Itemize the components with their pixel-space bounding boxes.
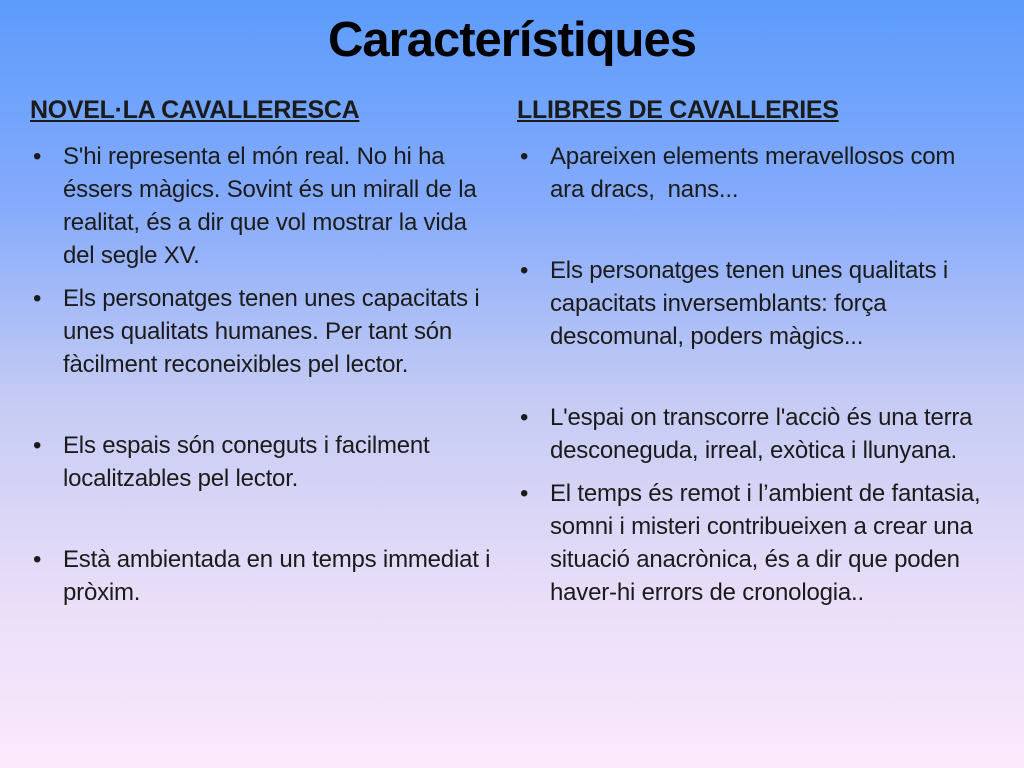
bullet-dot: • [520, 480, 529, 507]
bullet-item [30, 429, 492, 495]
bullet-dot: • [33, 546, 42, 573]
bullet-item [517, 401, 994, 467]
left-bullet-list [30, 140, 497, 609]
bullet-item [517, 477, 994, 609]
bullet-text: El temps és remot i l’ambient de fantasia, somni i misteri contribueixen a crear una situació anacrònica, és a dir que poden haver-hi errors de cronologia.. [550, 480, 987, 606]
bullet-dot: • [520, 143, 529, 170]
bullet-text: Els espais són coneguts i facilment localitzables pel lector. [63, 432, 436, 492]
bullet-text: S'hi representa el món real. No hi ha éssers màgics. Sovint és un mirall de la realitat, és a dir que vol mostrar la vida del segle XV. [63, 143, 483, 269]
right-bullet-list [517, 140, 994, 609]
bullet-dot: • [520, 404, 529, 431]
bullet-dot: • [33, 143, 42, 170]
bullet-item [30, 543, 497, 609]
left-column [30, 96, 497, 619]
bullet-dot: • [520, 257, 529, 284]
bullet-item [517, 254, 994, 353]
slide-title: Característiques [327, 13, 696, 67]
bullet-item [30, 140, 492, 272]
bullet-text: L'espai on transcorre l'acciò és una terra desconeguda, irreal, exòtica i llunyana. [550, 404, 986, 464]
bullet-dot: • [33, 285, 42, 312]
left-column-header: NOVEL·LA CAVALLERESCA [30, 96, 360, 124]
two-column-layout [0, 96, 1024, 619]
bullet-item [30, 282, 492, 381]
right-column-header: LLIBRES DE CAVALLERIES [517, 96, 839, 124]
bullet-item [517, 140, 994, 206]
bullet-text: Apareixen elements meravellosos com ara dracs, nans... [550, 143, 962, 203]
bullet-text: Els personatges tenen unes capacitats i unes qualitats humanes. Per tant són fàcilment reconeixibles pel lector. [63, 285, 486, 378]
bullet-text: Els personatges tenen unes qualitats i capacitats inversemblants: força descomunal, poders màgics... [550, 257, 955, 350]
right-column [517, 96, 994, 619]
bullet-text: Està ambientada en un temps immediat i pròxim. [63, 546, 497, 606]
bullet-dot: • [33, 432, 42, 459]
